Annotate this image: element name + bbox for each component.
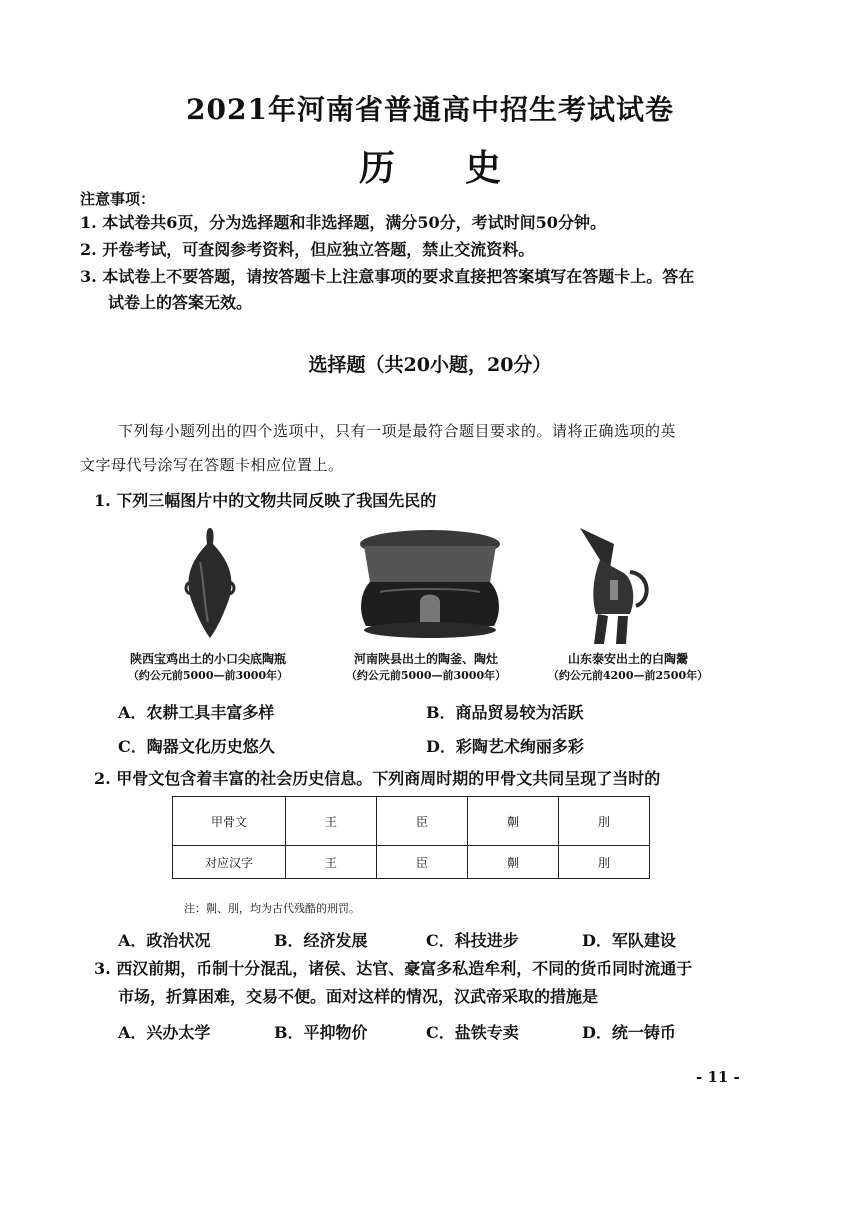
caption-1-name: 陕西宝鸡出土的小口尖底陶瓶	[129, 652, 286, 666]
q2-option-a[interactable]: A．政治状况	[118, 931, 211, 950]
q1-stem: 1. 下列三幅图片中的文物共同反映了我国先民的	[94, 491, 437, 510]
modern-char-wang: 王	[286, 846, 377, 879]
note-2: 2. 开卷考试，可查阅参考资料，但应独立答题，禁止交流资料。	[80, 240, 535, 259]
caption-3-name: 山东泰安出土的白陶鬶	[567, 652, 688, 666]
q2-option-c[interactable]: C．科技进步	[426, 931, 519, 950]
q1-option-d[interactable]: D．彩陶艺术绚丽多彩	[426, 737, 584, 756]
caption-2-name: 河南陕县出土的陶釜、陶灶	[353, 652, 498, 666]
oracle-bone-table	[172, 796, 650, 879]
oracle-glyph-wang: 王	[286, 797, 377, 846]
exam-title: 2021年河南省普通高中招生考试试卷	[186, 93, 674, 126]
pointed-bottom-vase-image	[170, 522, 250, 642]
oracle-row	[173, 797, 650, 846]
q3-stem-line-1: 3. 西汉前期，币制十分混乱，诸侯、达官、豪富多私造牟利，不同的货币同时流通于	[94, 959, 693, 978]
oracle-glyph-yue: 刖	[559, 797, 650, 846]
q1-option-c[interactable]: C．陶器文化历史悠久	[118, 737, 275, 756]
q3-option-a[interactable]: A．兴办太学	[118, 1023, 211, 1042]
q2-option-b[interactable]: B．经济发展	[274, 931, 368, 950]
q2-option-d[interactable]: D．军队建设	[582, 931, 676, 950]
oracle-row-label: 甲骨文	[173, 797, 286, 846]
note-3-continued: 试卷上的答案无效。	[108, 293, 253, 312]
instruction-line-1: 下列每小题列出的四个选项中，只有一项是最符合题目要求的。请将正确选项的英	[118, 422, 677, 440]
page-number: - 11 -	[696, 1068, 740, 1086]
modern-char-yue: 刖	[559, 846, 650, 879]
q2-stem: 2. 甲骨文包含着丰富的社会历史信息。下列商周时期的甲骨文共同呈现了当时的	[94, 769, 661, 788]
q3-option-d[interactable]: D．统一铸币	[582, 1023, 676, 1042]
caption-2	[326, 650, 526, 683]
note-3: 3. 本试卷上不要答题，请按答题卡上注意事项的要求直接把答案填写在答题卡上。答在	[80, 267, 695, 286]
modern-char-row	[173, 846, 650, 879]
modern-row-label: 对应汉字	[173, 846, 286, 879]
modern-char-yi: 劓	[468, 846, 559, 879]
caption-2-date: （约公元前5000—前3000年）	[345, 669, 507, 682]
exam-subject: 历史	[358, 147, 571, 189]
q1-option-a[interactable]: A．农耕工具丰富多样	[118, 703, 275, 722]
q2-table-note: 注：劓、刖，均为古代残酷的刑罚。	[184, 902, 360, 915]
notes-heading: 注意事项：	[80, 190, 156, 208]
caption-3-date: （约公元前4200—前2500年）	[547, 669, 709, 682]
instruction-line-2: 文字母代号涂写在答题卡相应位置上。	[80, 456, 344, 474]
note-1: 1. 本试卷共6页，分为选择题和非选择题，满分50分，考试时间50分钟。	[80, 213, 606, 232]
q3-option-b[interactable]: B．平抑物价	[274, 1023, 368, 1042]
q3-stem-line-2: 市场，折算困难，交易不便。面对这样的情况，汉武帝采取的措施是	[118, 987, 599, 1006]
caption-3	[528, 650, 728, 683]
caption-1-date: （约公元前5000—前3000年）	[127, 669, 289, 682]
q3-option-c[interactable]: C．盐铁专卖	[426, 1023, 519, 1042]
oracle-glyph-yi: 劓	[468, 797, 559, 846]
caption-1	[108, 650, 308, 683]
q1-option-b[interactable]: B．商品贸易较为活跃	[426, 703, 584, 722]
modern-char-chen: 臣	[377, 846, 468, 879]
section-title: 选择题（共20小题，20分）	[308, 354, 552, 376]
oracle-glyph-chen: 臣	[377, 797, 468, 846]
pottery-cauldron-stove-image	[340, 522, 520, 644]
white-pottery-gui-image	[570, 520, 660, 650]
